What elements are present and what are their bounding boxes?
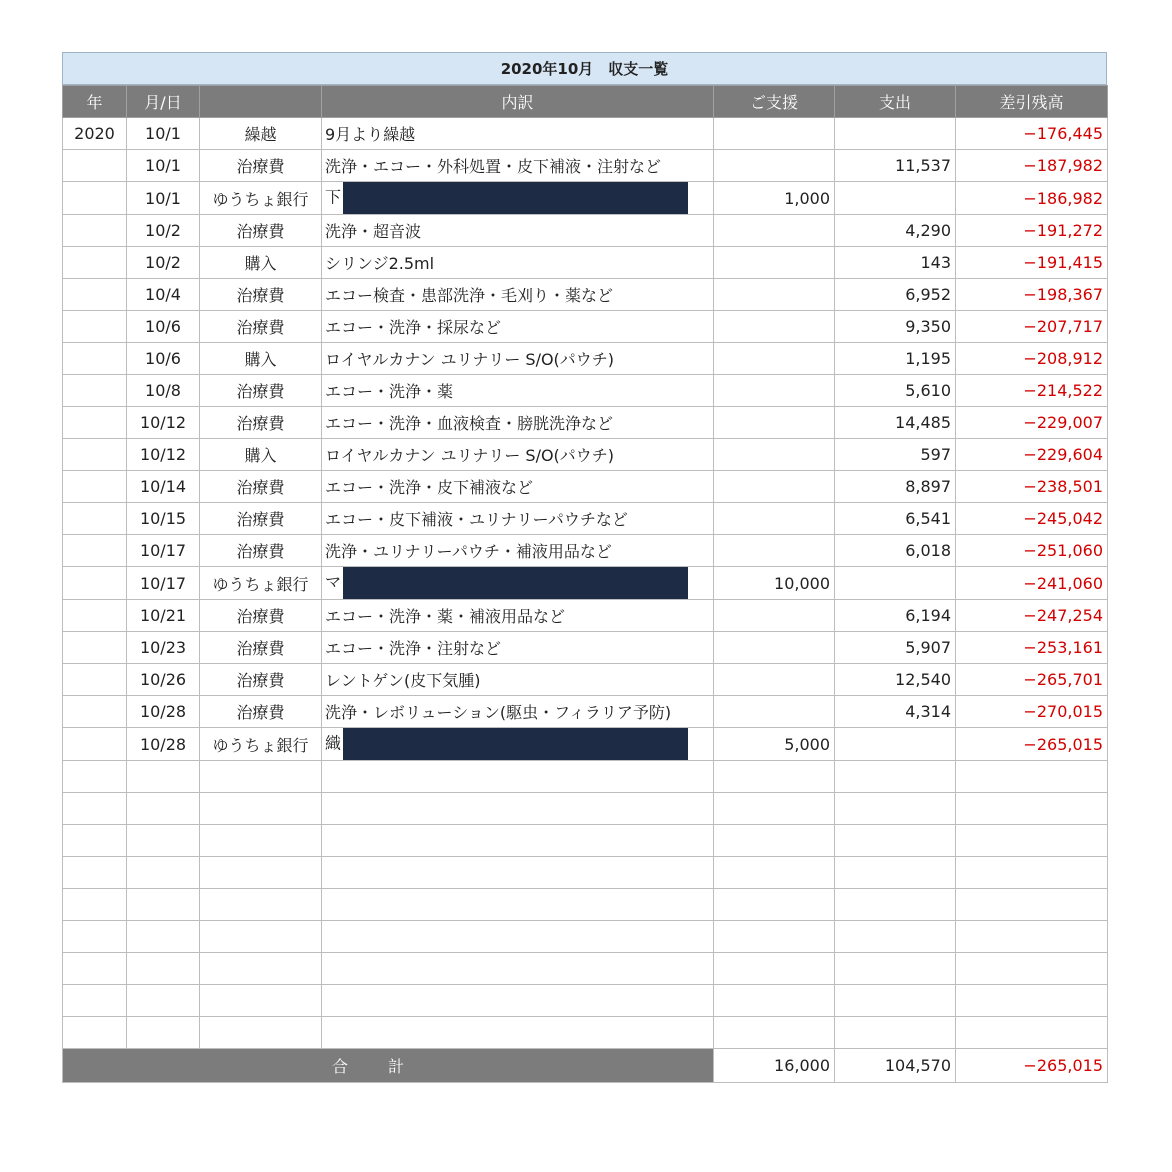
empty-cell	[200, 921, 322, 953]
empty-cell	[714, 857, 835, 889]
empty-row	[63, 921, 1108, 953]
empty-cell	[63, 921, 127, 953]
empty-cell	[200, 825, 322, 857]
empty-cell	[835, 985, 956, 1017]
expense-cell: 14,485	[835, 407, 956, 439]
balance-cell: −176,445	[956, 118, 1108, 150]
balance-cell: −253,161	[956, 632, 1108, 664]
year-cell	[63, 471, 127, 503]
total-support: 16,000	[714, 1049, 835, 1083]
date-cell: 10/26	[127, 664, 200, 696]
expense-cell: 11,537	[835, 150, 956, 182]
category-cell: 治療費	[200, 503, 322, 535]
empty-cell	[63, 985, 127, 1017]
balance-cell: −207,717	[956, 311, 1108, 343]
empty-cell	[835, 889, 956, 921]
empty-cell	[63, 825, 127, 857]
empty-row	[63, 793, 1108, 825]
year-cell	[63, 375, 127, 407]
expense-cell: 6,018	[835, 535, 956, 567]
empty-cell	[127, 793, 200, 825]
col-date: 月/日	[127, 86, 200, 118]
col-category	[200, 86, 322, 118]
sheet-title: 2020年10月 収支一覧	[62, 52, 1107, 85]
expense-cell: 5,907	[835, 632, 956, 664]
description-cell	[322, 439, 714, 471]
balance-cell: −229,007	[956, 407, 1108, 439]
empty-row	[63, 825, 1108, 857]
total-row	[63, 1049, 1108, 1083]
table-row	[63, 728, 1108, 761]
empty-cell	[322, 857, 714, 889]
date-cell: 10/28	[127, 696, 200, 728]
expense-cell	[835, 118, 956, 150]
year-cell	[63, 215, 127, 247]
table-row	[63, 535, 1108, 567]
balance-cell: −186,982	[956, 182, 1108, 215]
expense-cell: 4,290	[835, 215, 956, 247]
empty-cell	[835, 761, 956, 793]
empty-cell	[714, 953, 835, 985]
empty-cell	[835, 857, 956, 889]
empty-cell	[714, 1017, 835, 1049]
ledger-body	[63, 118, 1108, 1049]
date-cell: 10/12	[127, 407, 200, 439]
empty-cell	[200, 761, 322, 793]
category-cell: 治療費	[200, 696, 322, 728]
support-cell	[714, 600, 835, 632]
col-expense: 支出	[835, 86, 956, 118]
ledger-sheet	[62, 52, 1107, 1083]
date-cell: 10/12	[127, 439, 200, 471]
year-cell: 2020	[63, 118, 127, 150]
date-cell: 10/21	[127, 600, 200, 632]
expense-cell: 4,314	[835, 696, 956, 728]
category-cell: 購入	[200, 439, 322, 471]
empty-cell	[127, 953, 200, 985]
support-cell	[714, 535, 835, 567]
expense-cell	[835, 182, 956, 215]
support-cell	[714, 311, 835, 343]
support-cell: 1,000	[714, 182, 835, 215]
date-cell: 10/28	[127, 728, 200, 761]
category-cell: 治療費	[200, 311, 322, 343]
date-cell: 10/15	[127, 503, 200, 535]
total-expense: 104,570	[835, 1049, 956, 1083]
empty-cell	[956, 985, 1108, 1017]
empty-cell	[127, 1017, 200, 1049]
empty-cell	[322, 761, 714, 793]
col-balance: 差引残高	[956, 86, 1108, 118]
support-cell	[714, 343, 835, 375]
date-cell: 10/1	[127, 150, 200, 182]
description-text: 洗浄・エコー・外科処置・皮下補液・注射など	[325, 157, 662, 176]
date-cell: 10/6	[127, 343, 200, 375]
total-label: 合計	[63, 1049, 714, 1083]
table-row	[63, 182, 1108, 215]
date-cell: 10/17	[127, 535, 200, 567]
category-cell: 治療費	[200, 535, 322, 567]
empty-cell	[63, 953, 127, 985]
description-cell	[322, 696, 714, 728]
year-cell	[63, 150, 127, 182]
redaction-block	[343, 567, 688, 599]
description-text: 織	[325, 733, 342, 753]
description-text: 洗浄・レボリューション(駆虫・フィラリア予防)	[325, 703, 672, 722]
year-cell	[63, 247, 127, 279]
year-cell	[63, 728, 127, 761]
description-text: 下	[325, 187, 342, 207]
empty-cell	[322, 825, 714, 857]
balance-cell: −238,501	[956, 471, 1108, 503]
empty-cell	[835, 921, 956, 953]
category-cell: 治療費	[200, 471, 322, 503]
description-cell	[322, 600, 714, 632]
category-cell: 治療費	[200, 407, 322, 439]
balance-cell: −198,367	[956, 279, 1108, 311]
table-row	[63, 375, 1108, 407]
year-cell	[63, 343, 127, 375]
expense-cell: 12,540	[835, 664, 956, 696]
category-cell: 治療費	[200, 279, 322, 311]
header-row	[63, 86, 1108, 118]
year-cell	[63, 182, 127, 215]
empty-row	[63, 953, 1108, 985]
col-support: ご支援	[714, 86, 835, 118]
category-cell: ゆうちょ銀行	[200, 182, 322, 215]
empty-cell	[956, 1017, 1108, 1049]
year-cell	[63, 279, 127, 311]
table-row	[63, 664, 1108, 696]
description-text: エコー・洗浄・薬	[325, 382, 454, 401]
empty-cell	[714, 793, 835, 825]
balance-cell: −191,272	[956, 215, 1108, 247]
table-row	[63, 567, 1108, 600]
empty-cell	[835, 825, 956, 857]
balance-cell: −214,522	[956, 375, 1108, 407]
description-text: エコー・洗浄・薬・補液用品など	[325, 607, 566, 626]
expense-cell	[835, 728, 956, 761]
table-row	[63, 279, 1108, 311]
balance-cell: −247,254	[956, 600, 1108, 632]
description-text: エコー・皮下補液・ユリナリーパウチなど	[325, 510, 628, 529]
empty-cell	[63, 857, 127, 889]
support-cell	[714, 471, 835, 503]
description-text: エコー検査・患部洗浄・毛刈り・薬など	[325, 286, 614, 305]
table-row	[63, 343, 1108, 375]
category-cell: 治療費	[200, 664, 322, 696]
description-cell	[322, 503, 714, 535]
empty-cell	[956, 793, 1108, 825]
description-cell	[322, 150, 714, 182]
description-cell	[322, 247, 714, 279]
year-cell	[63, 311, 127, 343]
empty-cell	[714, 921, 835, 953]
balance-cell: −229,604	[956, 439, 1108, 471]
description-cell	[322, 664, 714, 696]
table-row	[63, 439, 1108, 471]
description-text: 洗浄・ユリナリーパウチ・補液用品など	[325, 542, 612, 561]
date-cell: 10/17	[127, 567, 200, 600]
description-cell	[322, 375, 714, 407]
category-cell: 治療費	[200, 632, 322, 664]
support-cell	[714, 215, 835, 247]
empty-cell	[322, 793, 714, 825]
year-cell	[63, 664, 127, 696]
balance-cell: −191,415	[956, 247, 1108, 279]
empty-cell	[835, 953, 956, 985]
expense-cell: 6,541	[835, 503, 956, 535]
description-cell	[322, 279, 714, 311]
description-cell	[322, 632, 714, 664]
empty-cell	[127, 889, 200, 921]
description-text: レントゲン(皮下気腫)	[325, 671, 481, 690]
support-cell	[714, 118, 835, 150]
category-cell: 治療費	[200, 375, 322, 407]
redaction-block	[343, 182, 688, 214]
table-row	[63, 150, 1108, 182]
empty-cell	[127, 761, 200, 793]
col-year: 年	[63, 86, 127, 118]
table-row	[63, 407, 1108, 439]
description-text: エコー・洗浄・皮下補液など	[325, 478, 534, 497]
empty-cell	[200, 953, 322, 985]
table-row	[63, 118, 1108, 150]
description-cell	[322, 118, 714, 150]
description-text: エコー・洗浄・採尿など	[325, 318, 502, 337]
year-cell	[63, 439, 127, 471]
category-cell: 治療費	[200, 150, 322, 182]
empty-cell	[200, 1017, 322, 1049]
balance-cell: −241,060	[956, 567, 1108, 600]
support-cell	[714, 375, 835, 407]
description-text: シリンジ2.5ml	[325, 254, 435, 273]
empty-cell	[63, 761, 127, 793]
empty-cell	[200, 889, 322, 921]
date-cell: 10/8	[127, 375, 200, 407]
empty-cell	[714, 889, 835, 921]
empty-row	[63, 1017, 1108, 1049]
description-cell	[322, 407, 714, 439]
support-cell	[714, 407, 835, 439]
empty-row	[63, 985, 1108, 1017]
expense-cell: 597	[835, 439, 956, 471]
empty-cell	[714, 985, 835, 1017]
empty-cell	[714, 825, 835, 857]
support-cell: 10,000	[714, 567, 835, 600]
table-row	[63, 600, 1108, 632]
support-cell	[714, 439, 835, 471]
col-description: 内訳	[322, 86, 714, 118]
description-cell	[322, 567, 714, 600]
redaction-block	[343, 728, 688, 760]
empty-cell	[322, 889, 714, 921]
empty-cell	[200, 985, 322, 1017]
date-cell: 10/23	[127, 632, 200, 664]
empty-cell	[322, 921, 714, 953]
category-cell: ゆうちょ銀行	[200, 728, 322, 761]
date-cell: 10/1	[127, 118, 200, 150]
support-cell	[714, 503, 835, 535]
empty-row	[63, 889, 1108, 921]
empty-cell	[63, 793, 127, 825]
table-row	[63, 247, 1108, 279]
empty-cell	[956, 953, 1108, 985]
balance-cell: −245,042	[956, 503, 1108, 535]
empty-row	[63, 761, 1108, 793]
support-cell	[714, 150, 835, 182]
date-cell: 10/4	[127, 279, 200, 311]
date-cell: 10/14	[127, 471, 200, 503]
description-cell	[322, 343, 714, 375]
expense-cell: 143	[835, 247, 956, 279]
empty-cell	[63, 889, 127, 921]
year-cell	[63, 503, 127, 535]
support-cell	[714, 279, 835, 311]
table-row	[63, 215, 1108, 247]
support-cell	[714, 664, 835, 696]
year-cell	[63, 567, 127, 600]
empty-cell	[956, 825, 1108, 857]
empty-cell	[714, 761, 835, 793]
empty-cell	[956, 761, 1108, 793]
expense-cell	[835, 567, 956, 600]
description-cell	[322, 471, 714, 503]
table-row	[63, 503, 1108, 535]
table-row	[63, 311, 1108, 343]
empty-cell	[63, 1017, 127, 1049]
description-text: エコー・洗浄・注射など	[325, 639, 502, 658]
table-row	[63, 696, 1108, 728]
balance-cell: −187,982	[956, 150, 1108, 182]
balance-cell: −265,015	[956, 728, 1108, 761]
description-text: 9月より繰越	[325, 125, 416, 144]
description-cell	[322, 535, 714, 567]
support-cell	[714, 696, 835, 728]
expense-cell: 6,194	[835, 600, 956, 632]
balance-cell: −251,060	[956, 535, 1108, 567]
empty-cell	[127, 985, 200, 1017]
description-text: ロイヤルカナン ユリナリー S/O(パウチ)	[325, 350, 615, 369]
empty-cell	[127, 921, 200, 953]
category-cell: 治療費	[200, 600, 322, 632]
balance-cell: −270,015	[956, 696, 1108, 728]
ledger-table	[62, 85, 1108, 1083]
description-text: マ	[325, 572, 342, 592]
expense-cell: 5,610	[835, 375, 956, 407]
empty-cell	[956, 921, 1108, 953]
year-cell	[63, 407, 127, 439]
total-balance: −265,015	[956, 1049, 1108, 1083]
empty-cell	[200, 793, 322, 825]
expense-cell: 8,897	[835, 471, 956, 503]
category-cell: 購入	[200, 247, 322, 279]
support-cell	[714, 632, 835, 664]
description-cell	[322, 215, 714, 247]
support-cell: 5,000	[714, 728, 835, 761]
description-cell	[322, 728, 714, 761]
year-cell	[63, 632, 127, 664]
date-cell: 10/6	[127, 311, 200, 343]
empty-row	[63, 857, 1108, 889]
description-text: 洗浄・超音波	[325, 222, 422, 241]
balance-cell: −265,701	[956, 664, 1108, 696]
empty-cell	[322, 985, 714, 1017]
empty-cell	[835, 1017, 956, 1049]
category-cell: 購入	[200, 343, 322, 375]
expense-cell: 9,350	[835, 311, 956, 343]
balance-cell: −208,912	[956, 343, 1108, 375]
expense-cell: 1,195	[835, 343, 956, 375]
table-row	[63, 632, 1108, 664]
empty-cell	[835, 793, 956, 825]
empty-cell	[956, 889, 1108, 921]
date-cell: 10/2	[127, 247, 200, 279]
year-cell	[63, 535, 127, 567]
empty-cell	[322, 1017, 714, 1049]
description-cell	[322, 311, 714, 343]
year-cell	[63, 696, 127, 728]
date-cell: 10/1	[127, 182, 200, 215]
description-text: エコー・洗浄・血液検査・膀胱洗浄など	[325, 414, 614, 433]
year-cell	[63, 600, 127, 632]
empty-cell	[322, 953, 714, 985]
empty-cell	[127, 857, 200, 889]
description-cell	[322, 182, 714, 215]
empty-cell	[200, 857, 322, 889]
date-cell: 10/2	[127, 215, 200, 247]
category-cell: 治療費	[200, 215, 322, 247]
category-cell: ゆうちょ銀行	[200, 567, 322, 600]
category-cell: 繰越	[200, 118, 322, 150]
table-row	[63, 471, 1108, 503]
description-text: ロイヤルカナン ユリナリー S/O(パウチ)	[325, 446, 615, 465]
empty-cell	[127, 825, 200, 857]
support-cell	[714, 247, 835, 279]
expense-cell: 6,952	[835, 279, 956, 311]
empty-cell	[956, 857, 1108, 889]
